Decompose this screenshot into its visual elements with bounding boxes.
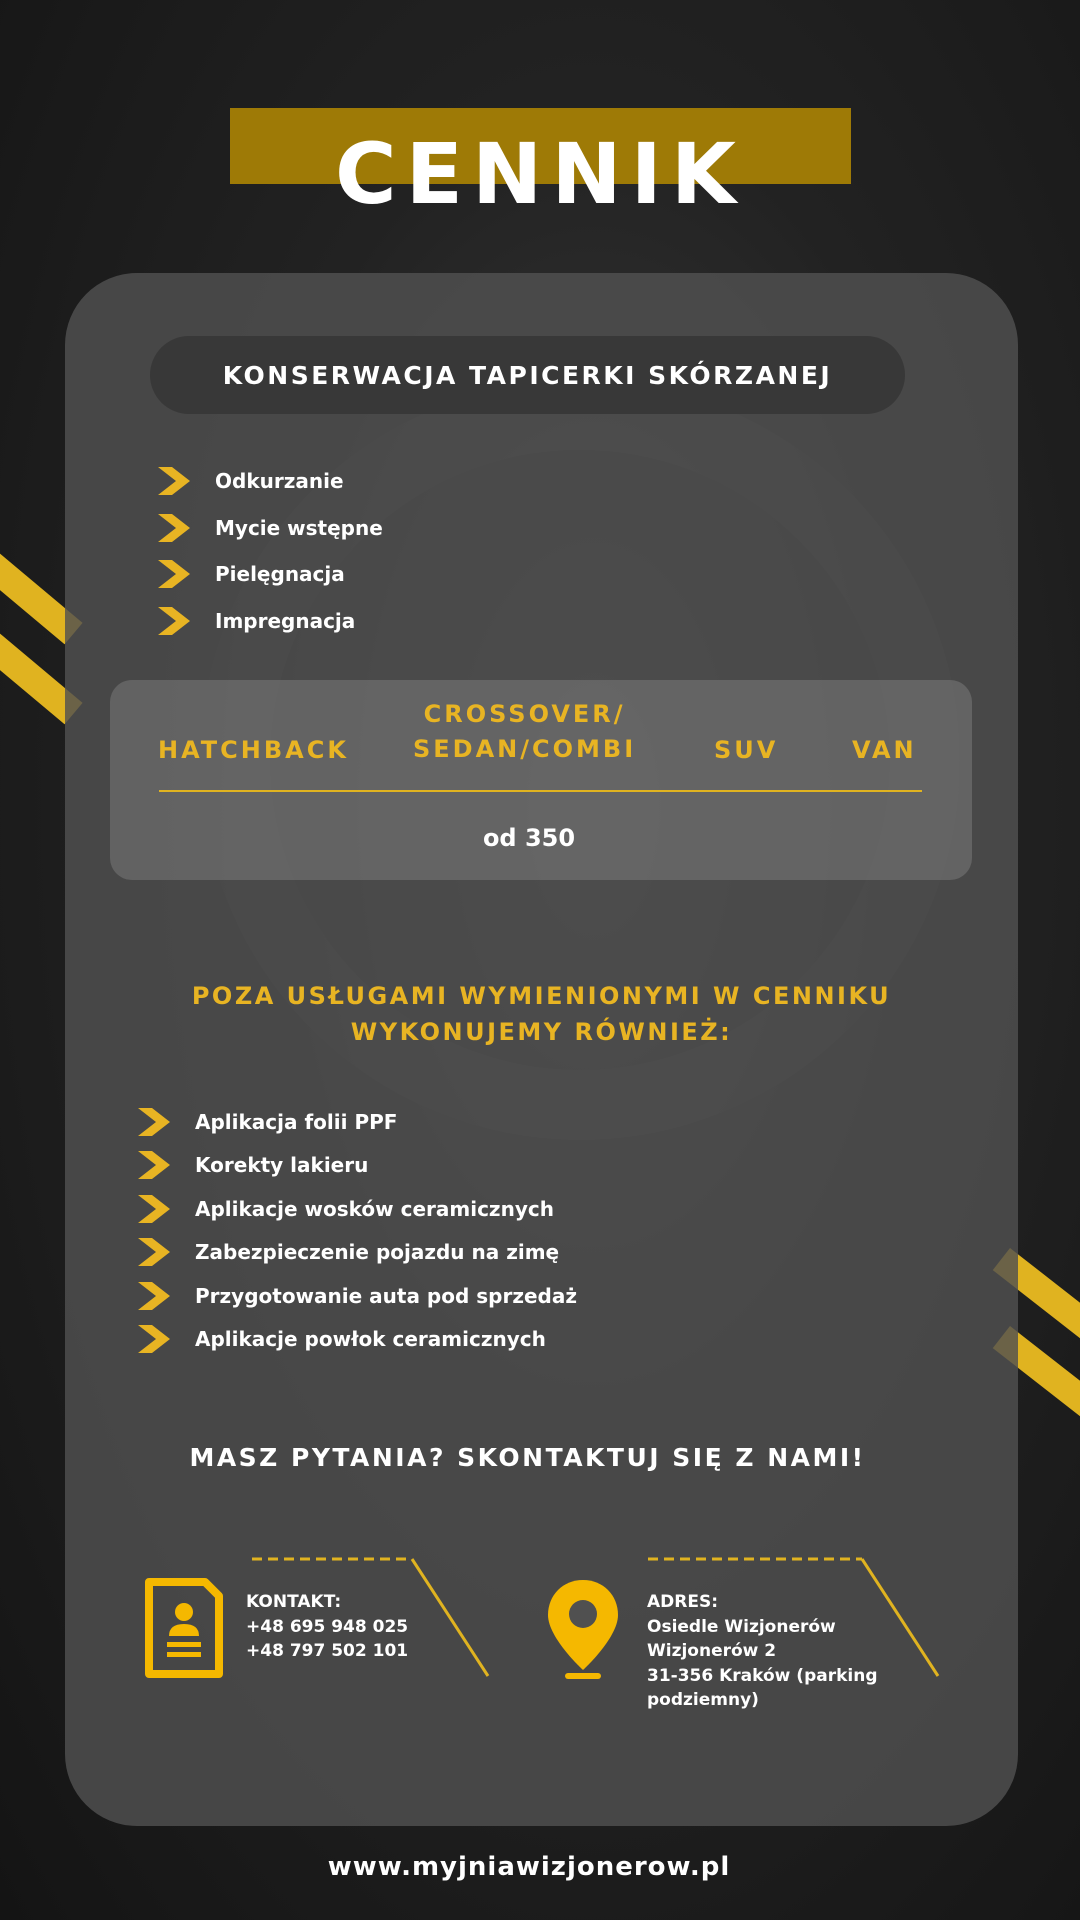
list-item: Aplikacje wosków ceramicznych [138,1187,577,1231]
website-link[interactable]: www.myjniawizjonerow.pl [327,1852,731,1882]
phone-number[interactable]: +48 695 948 025 [246,1616,409,1637]
address-line: Osiedle Wizjonerów [647,1616,836,1637]
column-header-suv: SUV [714,736,779,764]
page-title: CENNIK [335,125,745,223]
list-item: Aplikacje powłok ceramicznych [138,1318,577,1362]
column-header-hatchback: HATCHBACK [158,736,349,764]
service-name-pill: KONSERWACJA TAPICERKI SKÓRZANEJ [150,336,905,414]
list-item: Mycie wstępne [158,505,383,552]
address-contact [647,1590,907,1713]
extras-heading: POZA USŁUGAMI WYMIENIONYMI W CENNIKU WYKONUJEMY RÓWNIEŻ: [191,982,892,1046]
contact-cta: MASZ PYTANIA? SKONTAKTUJ SIĘ Z NAMI! [189,1443,866,1472]
address-line: Wizjonerów 2 [647,1641,777,1661]
list-item: Korekty lakieru [138,1144,577,1188]
phone-number[interactable]: +48 797 502 101 [246,1641,409,1661]
list-item: Aplikacja folii PPF [138,1100,577,1144]
address-line: podziemny) [647,1690,759,1710]
price-value: od 350 [482,824,576,852]
phone-contact [246,1590,408,1664]
phone-label: KONTAKT: [246,1592,342,1612]
address-label: ADRES: [647,1592,719,1612]
list-item: Przygotowanie auta pod sprzedaż [138,1274,577,1318]
list-item: Impregnacja [158,598,383,645]
column-header-van: VAN [852,736,917,764]
address-line: 31-356 Kraków (parking [647,1665,878,1686]
list-item: Zabezpieczenie pojazdu na zimę [138,1231,577,1275]
column-header-crossover: CROSSOVER/ SEDAN/COMBI [413,700,637,763]
list-item: Pielęgnacja [158,551,383,598]
contact-card-icon [143,1578,225,1680]
list-item: Odkurzanie [158,458,383,505]
location-pin-icon [545,1578,621,1680]
